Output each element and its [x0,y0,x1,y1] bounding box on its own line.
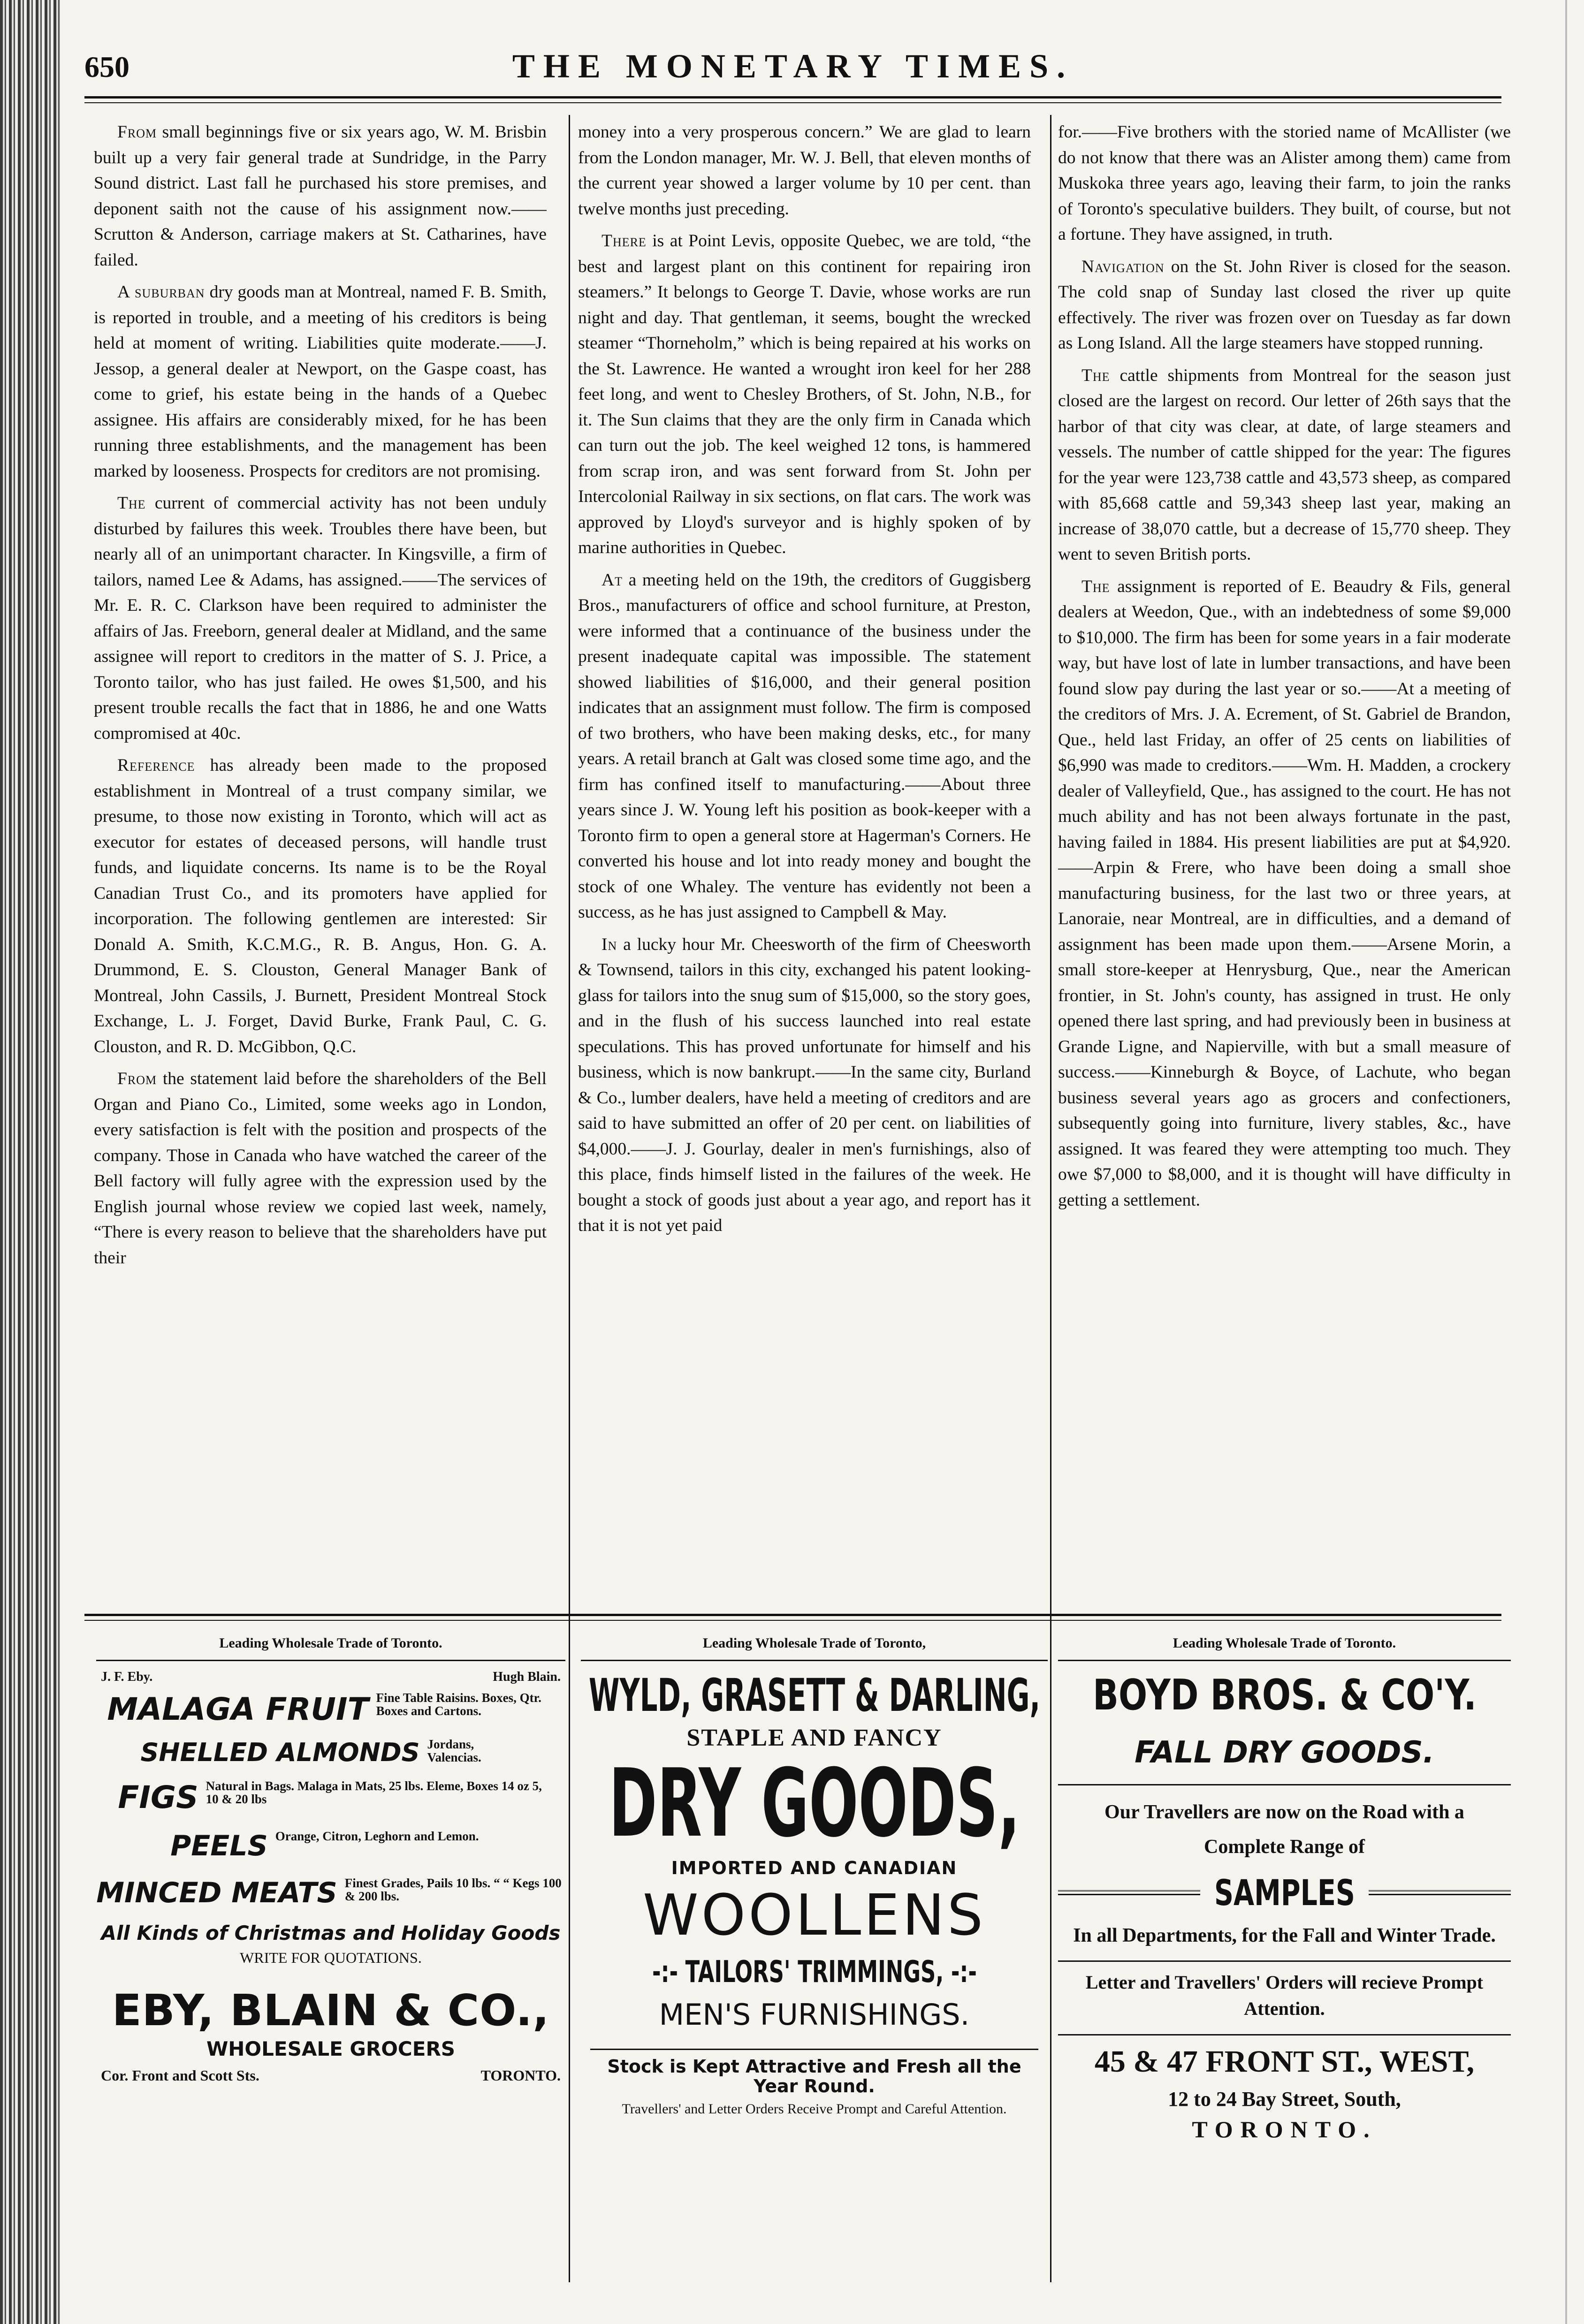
paragraph [1058,363,1511,568]
paragraph-text: a meeting held on the 19th, the creditors of Guggisberg Bros., manufacturers of office and school furniture, at Preston, were informed that a continuance of the business under the present inadequate capital was impossible. The statement showed liabilities of $16,000, and their general position indicates that an assignment must follow. The firm is composed of two brothers, who have been making desks, etc., for many years. A retail branch at Galt was closed some time ago, and the firm has confined itself to manufacturing.——About three years since J. W. Young left his position as book-keeper with a Toronto firm to open a general store at Hagerman's Corners. He converted his house and lot into ready money and bought the stock of one Whaley. The venture has evidently not been a success, as he has just assigned to Campbell & May. [578,570,1031,922]
paragraph [578,228,1031,561]
address-street: Cor. Front and Scott Sts. [101,2067,259,2084]
woollens: WOOLLENS [642,1883,986,1948]
paragraph [94,753,547,1060]
figs: FIGS [118,1779,198,1815]
article-column-1 [94,120,547,1602]
paragraph-text: small beginnings five or six years ago, W. M. Brisbin built up a very fair general trade at Sundridge, in the Parry Sound district. Last fall he purchased his store premises, and deponent saith not the cause of his assignment now.——Scrutton & Anderson, carriage makers at St. Catharines, have failed. [94,122,547,270]
advert-heading: Leading Wholesale Trade of Toronto, [581,1633,1048,1661]
malaga-note: Fine Table Raisins. Boxes, Qtr. Boxes and Cartons. [376,1691,541,1718]
ad3-divider-2 [1058,1960,1511,1962]
samples-rule-left [1058,1890,1200,1895]
all-departments: In all Departments, for the Fall and Winter Trade. [1073,1925,1496,1946]
paragraph-text: the statement laid before the shareholders of the Bell Organ and Piano Co., Limited, some weeks ago in London, every satisfaction is felt with the position and prospects of the company. Those in Canada who have watched the career of the Bell factory will fully agree with the expression used by the English journal whose review we copied last week, namely, “There is every reason to believe that the shareholders have put their [94,1069,547,1268]
write-for-quotations: WRITE FOR QUOTATIONS. [240,1949,422,1966]
paragraph-lead-in: There [602,231,647,251]
page-edge-right [1556,0,1584,2324]
paragraph-lead-in: A suburban [117,282,205,302]
paragraph-text: has already been made to the proposed establishment in Montreal of a trust company similar, we presume, to those now existing in Toronto, which will act as executor for estates of deceased persons, will handle trust funds, and liquidate concerns. Its name is to be the Royal Canadian Trust Co., and its promoters have applied for incorporation. The following gentlemen are interested: Sir Donald A. Smith, K.C.M.G., R. B. Angus, Hon. G. A. Drummond, E. S. Clouston, General Manager Bank of Montreal, John Cassils, J. Burnett, President Montreal Stock Exchange, L. J. Forget, David Burke, Frank Paul, C. G. Clouston, and R. D. McGibbon, Q.C. [94,756,547,1056]
minced-row [96,1876,565,1909]
paragraph-lead-in: The [1081,365,1110,385]
malaga-fruit: MALAGA FRUIT [107,1691,369,1727]
paragraph-text: a lucky hour Mr. Cheesworth of the firm of Cheesworth & Townsend, tailors in this city, exchanged his patent looking-glass for tailors into the snug sum of $15,000, so the story goes, and in the flush of his success launched into real estate speculations. This has proved unfortunate for himself and his business, which is now bankrupt.——In the same city, Burland & Co., lumber dealers, have held a meeting of creditors and are said to have submitted an offer of 20 per cent. on liabilities of $4,000.——J. J. Gourlay, dealer in men's furnishings, also of this place, finds himself listed in the failures of the week. He bought a stock of goods just about a year ago, and report has it that it is not yet paid [578,934,1031,1235]
imported-canadian: IMPORTED AND CANADIAN [671,1858,958,1878]
partner-blain: Hugh Blain. [493,1670,561,1684]
minced-note: Finest Grades, Pails 10 lbs. “ “ Kegs 100 & 200 lbs. [344,1876,562,1903]
paragraph-text: assignment is reported of E. Beaudry & Fils, general dealers at Weedon, Que., with an indebtedness of some $9,000 to $10,000. The firm has been for some years in a fair moderate way, but have lost of late in lumber transactions, and have been found slow pay during the last year or so.——At a meeting of the creditors of Mrs. J. A. Ecrement, of St. Gabriel de Brandon, Que., held last Friday, an offer of 25 cents on liabilities of $6,990 was made to creditors.——Wm. H. Madden, a crockery dealer of Valleyfield, Que., has assigned to the court. He has not much ability and has not been always fortunate in the past, having failed in 1884. His present liabilities are put at $4,920.——Arpin & Frere, who have been doing a small shoe manufacturing business, for the last two or three years, at Lanoraie, near Montreal, are in difficulties, and a demand of assignment has been made upon them.——Arsene Morin, a small store-keeper at Henrysburg, Que., near the American frontier, in St. John's county, has assigned in trust. He only opened there last spring, and had previously been in business at Grande Ligne, and Napierville, with but a small measure of success.——Kinneburgh & Boyce, of Lachute, who began business several years ago as grocers and confectioners, subsequently going into furniture, livery stables, &c., have assigned. It was feared they were attempting too much. They owe $7,000 to $8,000, and it is thought will have difficulty in getting a settlement. [1058,577,1511,1210]
bay-street-address: 12 to 24 Bay Street, South, [1168,2088,1401,2111]
paragraph-lead-in: The [1081,577,1110,596]
paragraph-lead-in: Reference [117,756,195,775]
page-number: 650 [84,50,129,84]
paragraph-lead-in: The [117,494,146,513]
dry-goods: DRY GOODS, [609,1749,1020,1858]
fall-dry-goods: FALL DRY GOODS. [1135,1735,1434,1770]
firm-name: BOYD BROS. & CO'Y. [1093,1671,1477,1720]
paragraph-text: on the St. John River is closed for the season. The cold snap of Sunday last closed the river up quite effectively. The river was frozen over on Tuesday as far down as Long Island. All the large steamers have stopped running. [1058,257,1511,353]
almonds-note: Jordans, Valencias. [427,1737,481,1764]
letter-orders: Letter and Travellers' Orders will recieve Prompt Attention. [1085,1972,1484,2019]
travellers-orders: Travellers' and Letter Orders Receive Prompt and Careful Attention. [622,2101,1007,2117]
paragraph [94,280,547,484]
paragraph-text: for.——Five brothers with the storied name of McAllister (we do not know that there was an Alister among them) came from Muskoka three years ago, leaving their farm, to join the ranks of Toronto's speculative builders. They built, of course, but not a fortune. They have assigned, in truth. [1058,122,1511,244]
address-city: TORONTO. [480,2067,561,2084]
paragraph-lead-in: In [602,934,617,954]
column-rule-2 [1050,115,1051,2282]
figs-row [96,1779,565,1815]
advert-eby-blain [96,1633,565,2285]
header-rule [84,96,1501,103]
page-header [84,47,1501,89]
partner-eby: J. F. Eby. [101,1670,153,1684]
paragraph-text: cattle shipments from Montreal for the season just closed are the largest on record. Our letter of 26th says that the harbor of that city was clear, at date, of large steamers and vessels. The number of cattle shipped for the year: The figures for the year were 123,738 cattle and 43,573 sheep, as compared with 85,668 cattle and 59,343 sheep last year, making an increase of 38,070 cattle, but a decrease of 15,770 sheep. They went to seven British ports. [1058,365,1511,564]
mens-furnishings: MEN'S FURNISHINGS. [659,1997,970,2032]
ad3-divider-1 [1058,1784,1511,1785]
peels-row [96,1830,565,1862]
peels-note: Orange, Citron, Leghorn and Lemon. [275,1829,479,1843]
minced-meats: MINCED MEATS [96,1876,337,1909]
paragraph [578,932,1031,1239]
paragraph-text: dry goods man at Montreal, named F. B. Smith, is reported in trouble, and a meeting of his creditors is being held at moment of writing. Liabilities quite moderate.——J. Jessop, a general dealer at Newport, on the Gaspe coast, has come to grief, his estate being in the hands of a Quebec assignee. His affairs are considerably mixed, for he has been running three establishments, and the management has been marked by looseness. Prospects for creditors are not promising. [94,282,547,481]
malaga-row [96,1691,565,1727]
samples-rule-right [1369,1890,1511,1895]
samples-row [1058,1872,1511,1914]
shelled-almonds: SHELLED ALMONDS [140,1738,420,1767]
stock-kept: Stock is Kept Attractive and Fresh all the Year Round. [607,2056,1021,2096]
advert-heading: Leading Wholesale Trade of Toronto. [96,1633,565,1661]
paragraph [94,120,547,273]
paragraph [94,1066,547,1271]
advert-wyld-grasett [581,1633,1048,2285]
paragraph-text: is at Point Levis, opposite Quebec, we are told, “the best and largest plant on this continent for repairing iron steamers.” It belongs to George T. Davie, whose works are run night and day. That gentleman, it seems, bought the wrecked steamer “Thorneholm,” which is being repaired at his works on the St. Lawrence. He wanted a wrought iron keel for her 288 feet long, and went to Chesley Brothers, of St. John, N.B., for it. The Sun claims that they are the only firm in Canada which can turn out the job. The keel weighed 12 tons, is hammered from scrap iron, and was sent forward from St. John per Intercolonial Railway in six sections, on flat cars. The work was approved by Lloyd's surveyor and is highly spoken of by marine authorities in Quebec. [578,231,1031,557]
address-line [96,2067,565,2084]
ad2-divider [590,2049,1038,2050]
paragraph [578,568,1031,926]
advert-rule [84,1614,1501,1621]
firm-name: WYLD, GRASETT & DARLING, [588,1669,1041,1722]
paragraph [1058,254,1511,357]
holiday-goods: All Kinds of Christmas and Holiday Goods [101,1921,561,1944]
paragraph-text: money into a very prosperous concern.” We are glad to learn from the London manager, Mr. W. J. Bell, that eleven months of the current year showed a larger volume by 10 per cent. than twelve months just preceding. [578,122,1031,219]
book-binding-edge [0,0,61,2324]
travellers-range: Our Travellers are now on the Road with a Complete Range of [1104,1801,1464,1858]
paragraph-lead-in: From [117,122,157,142]
wholesale-grocers: WHOLESALE GROCERS [206,2037,456,2060]
tailors-trimmings: -:- TAILORS' TRIMMINGS, -:- [652,1955,977,1990]
partners-line [96,1670,565,1685]
paragraph-lead-in: Navigation [1081,257,1165,276]
column-rule-1 [569,115,570,2282]
advert-heading: Leading Wholesale Trade of Toronto. [1058,1633,1511,1661]
ad3-divider-3 [1058,2034,1511,2035]
article-column-3 [1058,120,1511,1602]
paragraph-lead-in: At [602,570,623,590]
paragraph [94,491,547,746]
article-column-2 [578,120,1031,1602]
paragraph [1058,120,1511,248]
figs-note: Natural in Bags. Malaga in Mats, 25 lbs. Eleme, Boxes 14 oz 5, 10 & 20 lbs [206,1779,542,1806]
paragraph [578,120,1031,222]
almonds-row [96,1738,565,1767]
toronto: TORONTO. [1192,2116,1377,2142]
firm-name: EBY, BLAIN & CO., [112,1985,550,2035]
paragraph-lead-in: From [117,1069,157,1088]
advert-boyd-bros [1058,1633,1511,2285]
samples: SAMPLES [1214,1872,1355,1914]
front-street-address: 45 & 47 FRONT ST., WEST, [1094,2044,1475,2079]
paragraph-text: current of commercial activity has not been unduly disturbed by failures this week. Troubles there have been, but nearly all of an unimportant character. In Kingsville, a firm of tailors, named Lee & Adams, has assigned.——The services of Mr. E. R. C. Clarkson have been required to administer the affairs of Jas. Freeborn, general dealer at Midland, and the same assignee will report to creditors in the matter of S. J. Price, a Toronto tailor, who has just failed. He owes $1,500, and his present trouble recalls the fact that in 1886, he and one Watts compromised at 40c. [94,494,547,743]
paragraph [1058,574,1511,1214]
peels: PEELS [170,1830,268,1862]
staple-fancy: STAPLE AND FANCY [686,1724,942,1751]
masthead-title: THE MONETARY TIMES. [512,47,1074,85]
